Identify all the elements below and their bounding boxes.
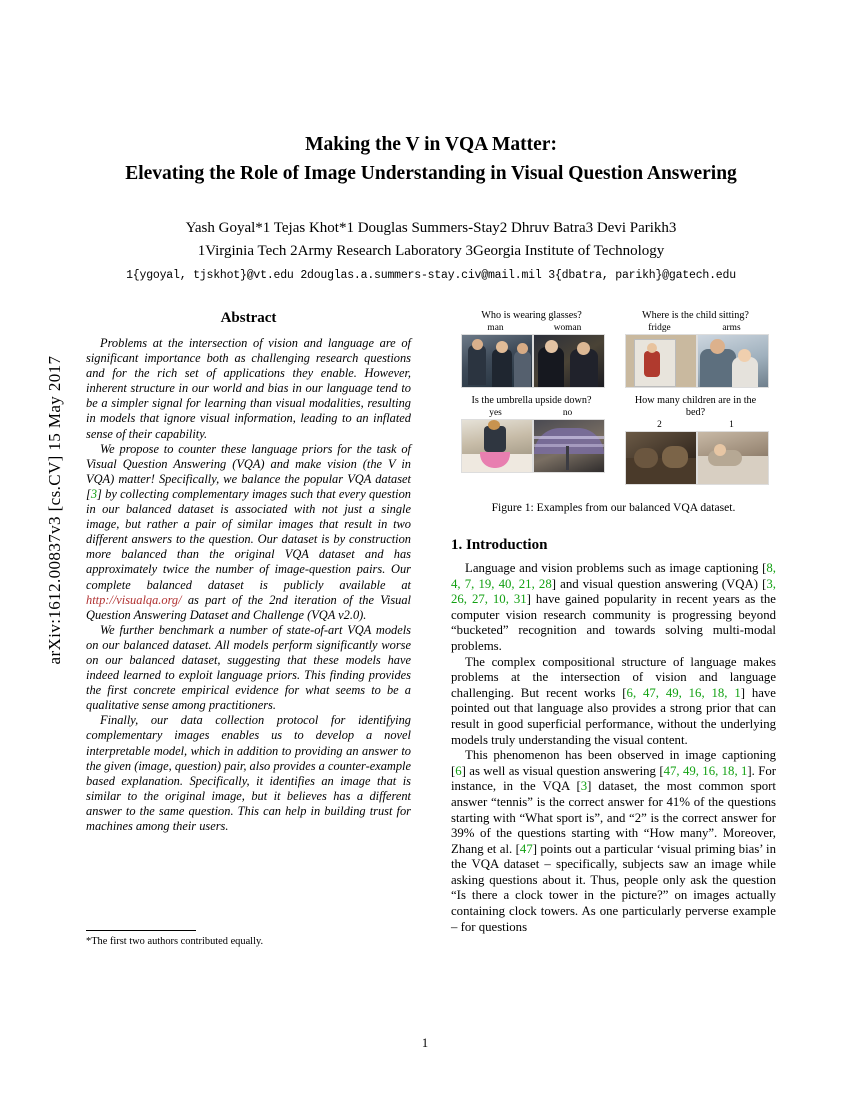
abstract-paragraph-1: Problems at the intersection of vision and language are of significant importance both as challenging research questions and for the rich set of applications they enable. However, inherent structure in our world and bias in our language tend to be a simpler signal for learning than visual modalities, resulting in models that ignore visual information, leading to an inflated sense of their capability. <box>86 336 411 441</box>
figure-image <box>461 334 533 388</box>
figure-answer: 1 <box>729 420 734 430</box>
intro-p3-c: ]. For instance, in the VQA [ <box>451 763 777 794</box>
figure-answer-row <box>625 420 767 485</box>
figure-cell <box>461 408 531 473</box>
abstract-p2-part-a: We propose to counter these language priors for the task of Visual Question Answering (VQA) and make vision (the V in VQA) matter! Specifically, we balance the popular VQA dataset [ <box>86 441 411 501</box>
author-emails: 1{ygoyal, tjskhot}@vt.edu 2douglas.a.summers-stay.civ@mail.mil 3{dbatra, parikh}@gatech.edu <box>126 269 736 282</box>
intro-p2-a: The complex compositional structure of language makes problems at the intersection of vision and language challenging. But recent works [ <box>451 654 776 700</box>
intro-p3-b: ] as well as visual question answering [ <box>461 763 664 778</box>
figure-cell <box>625 420 695 485</box>
title-line-1: Making the V in VQA Matter: <box>305 134 557 155</box>
citation-3[interactable]: 3 <box>90 486 98 501</box>
figure-image <box>461 419 533 473</box>
intro-paragraph-2 <box>451 655 776 749</box>
page-number: 1 <box>421 1036 429 1050</box>
introduction-heading: 1. Introduction <box>451 537 548 553</box>
figure-cell <box>625 323 695 388</box>
footnote-equal-contribution: *The first two authors contributed equally. <box>86 936 264 948</box>
figure-answer: arms <box>722 323 741 333</box>
figure-image <box>533 334 605 388</box>
figure-example-4 <box>625 395 767 485</box>
figure-row-2 <box>451 395 776 485</box>
figure-row-1 <box>451 310 776 388</box>
figure-answer: fridge <box>648 323 671 333</box>
intro-p3-a: This phenomenon has been observed in image captioning [ <box>451 748 776 778</box>
figure-cell <box>533 408 603 473</box>
page-title <box>86 130 776 188</box>
figure-image <box>697 431 769 485</box>
figure-cell <box>697 420 767 485</box>
citation-group-captioning[interactable]: 8, 4, 7, 19, 40, 21, 28 <box>451 561 776 591</box>
figure-answer: no <box>562 408 573 418</box>
paper-header <box>86 130 776 282</box>
citation-group-priors[interactable]: 6, 47, 49, 16, 18, 1 <box>626 685 741 700</box>
figure-example-2 <box>625 310 767 388</box>
footnote-rule <box>86 930 196 931</box>
right-column <box>451 310 776 935</box>
abstract-p2-part-c: as part of the 2nd iteration of the Visual Question Answering Dataset and Challenge (VQA v2.0). <box>86 592 411 622</box>
figure-answer-row <box>625 323 767 388</box>
figure-answer: yes <box>489 408 502 418</box>
citation-3-intro[interactable]: 3 <box>580 779 588 794</box>
figure-example-3 <box>461 395 603 485</box>
figure-question: Where is the child sitting? <box>642 310 749 321</box>
figure-example-1 <box>461 310 603 388</box>
abstract-paragraph-4: Finally, our data collection protocol for identifying complementary images enables us to develop a novel interpretable model, which in addition to providing an answer to the given (image, question) pair, also provides a counter-example based explanation. Specifically, it identifies an image that is similar to the original image, but it believes has a different answer to the same question. This can help in building trust for machines among their users. <box>86 713 411 833</box>
two-column-body <box>86 310 776 1010</box>
intro-p3-d: ] dataset, the most common sport answer “tennis” is the correct answer for 41% of the questions starting with “What sport is”, and “2” is the correct answer for 39% of the questions starting with “How many”. Moreover, Zhang et al. [ <box>451 779 776 856</box>
left-column <box>86 310 411 948</box>
figure-cell <box>533 323 603 388</box>
figure-question: Who is wearing glasses? <box>481 310 582 321</box>
author-affiliations: 1Virginia Tech 2Army Research Laboratory 3Georgia Institute of Technology <box>197 243 665 259</box>
arxiv-stamp: arXiv:1612.00837v3 [cs.CV] 15 May 2017 <box>45 355 64 665</box>
figure-answer: man <box>487 323 504 333</box>
figure-grid <box>451 310 776 485</box>
figure-image <box>533 419 605 473</box>
figure-answer-row <box>461 323 603 388</box>
abstract-heading: Abstract <box>220 310 277 326</box>
author-list: Yash Goyal*1 Tejas Khot*1 Douglas Summers-Stay2 Dhruv Batra3 Devi Parikh3 <box>185 220 677 236</box>
intro-p2-b: ] have pointed out that language also provides a strong prior that can result in good superficial performance, without the underlying models truly understanding the visual content. <box>451 685 776 747</box>
figure-answer: woman <box>553 323 582 333</box>
figure-caption: Figure 1: Examples from our balanced VQA dataset. <box>491 501 736 514</box>
intro-paragraph-3 <box>451 748 776 935</box>
intro-p1-b: ] and visual question answering (VQA) [ <box>551 576 767 591</box>
figure-answer-row <box>461 408 603 473</box>
figure-1 <box>451 310 776 515</box>
figure-cell <box>697 323 767 388</box>
figure-image <box>625 431 697 485</box>
figure-image <box>697 334 769 388</box>
figure-answer: 2 <box>657 420 662 430</box>
figure-cell <box>461 323 531 388</box>
visualqa-link[interactable]: http://visualqa.org/ <box>86 592 182 607</box>
citation-6[interactable]: 6 <box>455 763 462 778</box>
intro-p1-a: Language and vision problems such as image captioning [ <box>465 561 767 575</box>
citation-47[interactable]: 47 <box>519 841 533 856</box>
abstract-p2-part-b: ] by collecting complementary images such that every question in our balanced dataset is associated with not just a single image, but rather a pair of similar images that result in two different answers to the question. Our dataset is by construction more balanced than the original VQA dataset and has approximately twice the number of image-question pairs. Our complete balanced dataset is publicly available at <box>86 486 411 592</box>
figure-question: How many children are in the bed? <box>634 395 757 418</box>
intro-p3-e: ] points out a particular ‘visual priming bias’ in the VQA dataset – specifically, subjects saw an image while asking questions about it. Thus, people only ask the question “Is there a clock tower in the picture?” on images actually containing clock towers. As one particularly perverse example – for questions <box>451 841 776 934</box>
figure-image <box>625 334 697 388</box>
citation-group-vqa[interactable]: 3, 26, 27, 10, 31 <box>451 576 777 607</box>
intro-paragraph-1 <box>451 561 776 655</box>
intro-p1-c: ] have gained popularity in recent years as the computer vision research community is progressing beyond “bucketed” recognition and towards solving multi-modal problems. <box>451 592 776 653</box>
figure-question: Is the umbrella upside down? <box>471 395 592 406</box>
abstract-paragraph-2 <box>86 442 411 623</box>
abstract-paragraph-3: We further benchmark a number of state-of-art VQA models on our balanced dataset. All models perform significantly worse on our balanced dataset, suggesting that these models have indeed learned to exploit language priors. This finding provides the first concrete empirical evidence for what seems to be a qualitative sense among practitioners. <box>86 622 411 713</box>
citation-group-vqa-bias[interactable]: 47, 49, 16, 18, 1 <box>663 763 748 778</box>
title-line-2: Elevating the Role of Image Understanding in Visual Question Answering <box>125 163 737 184</box>
